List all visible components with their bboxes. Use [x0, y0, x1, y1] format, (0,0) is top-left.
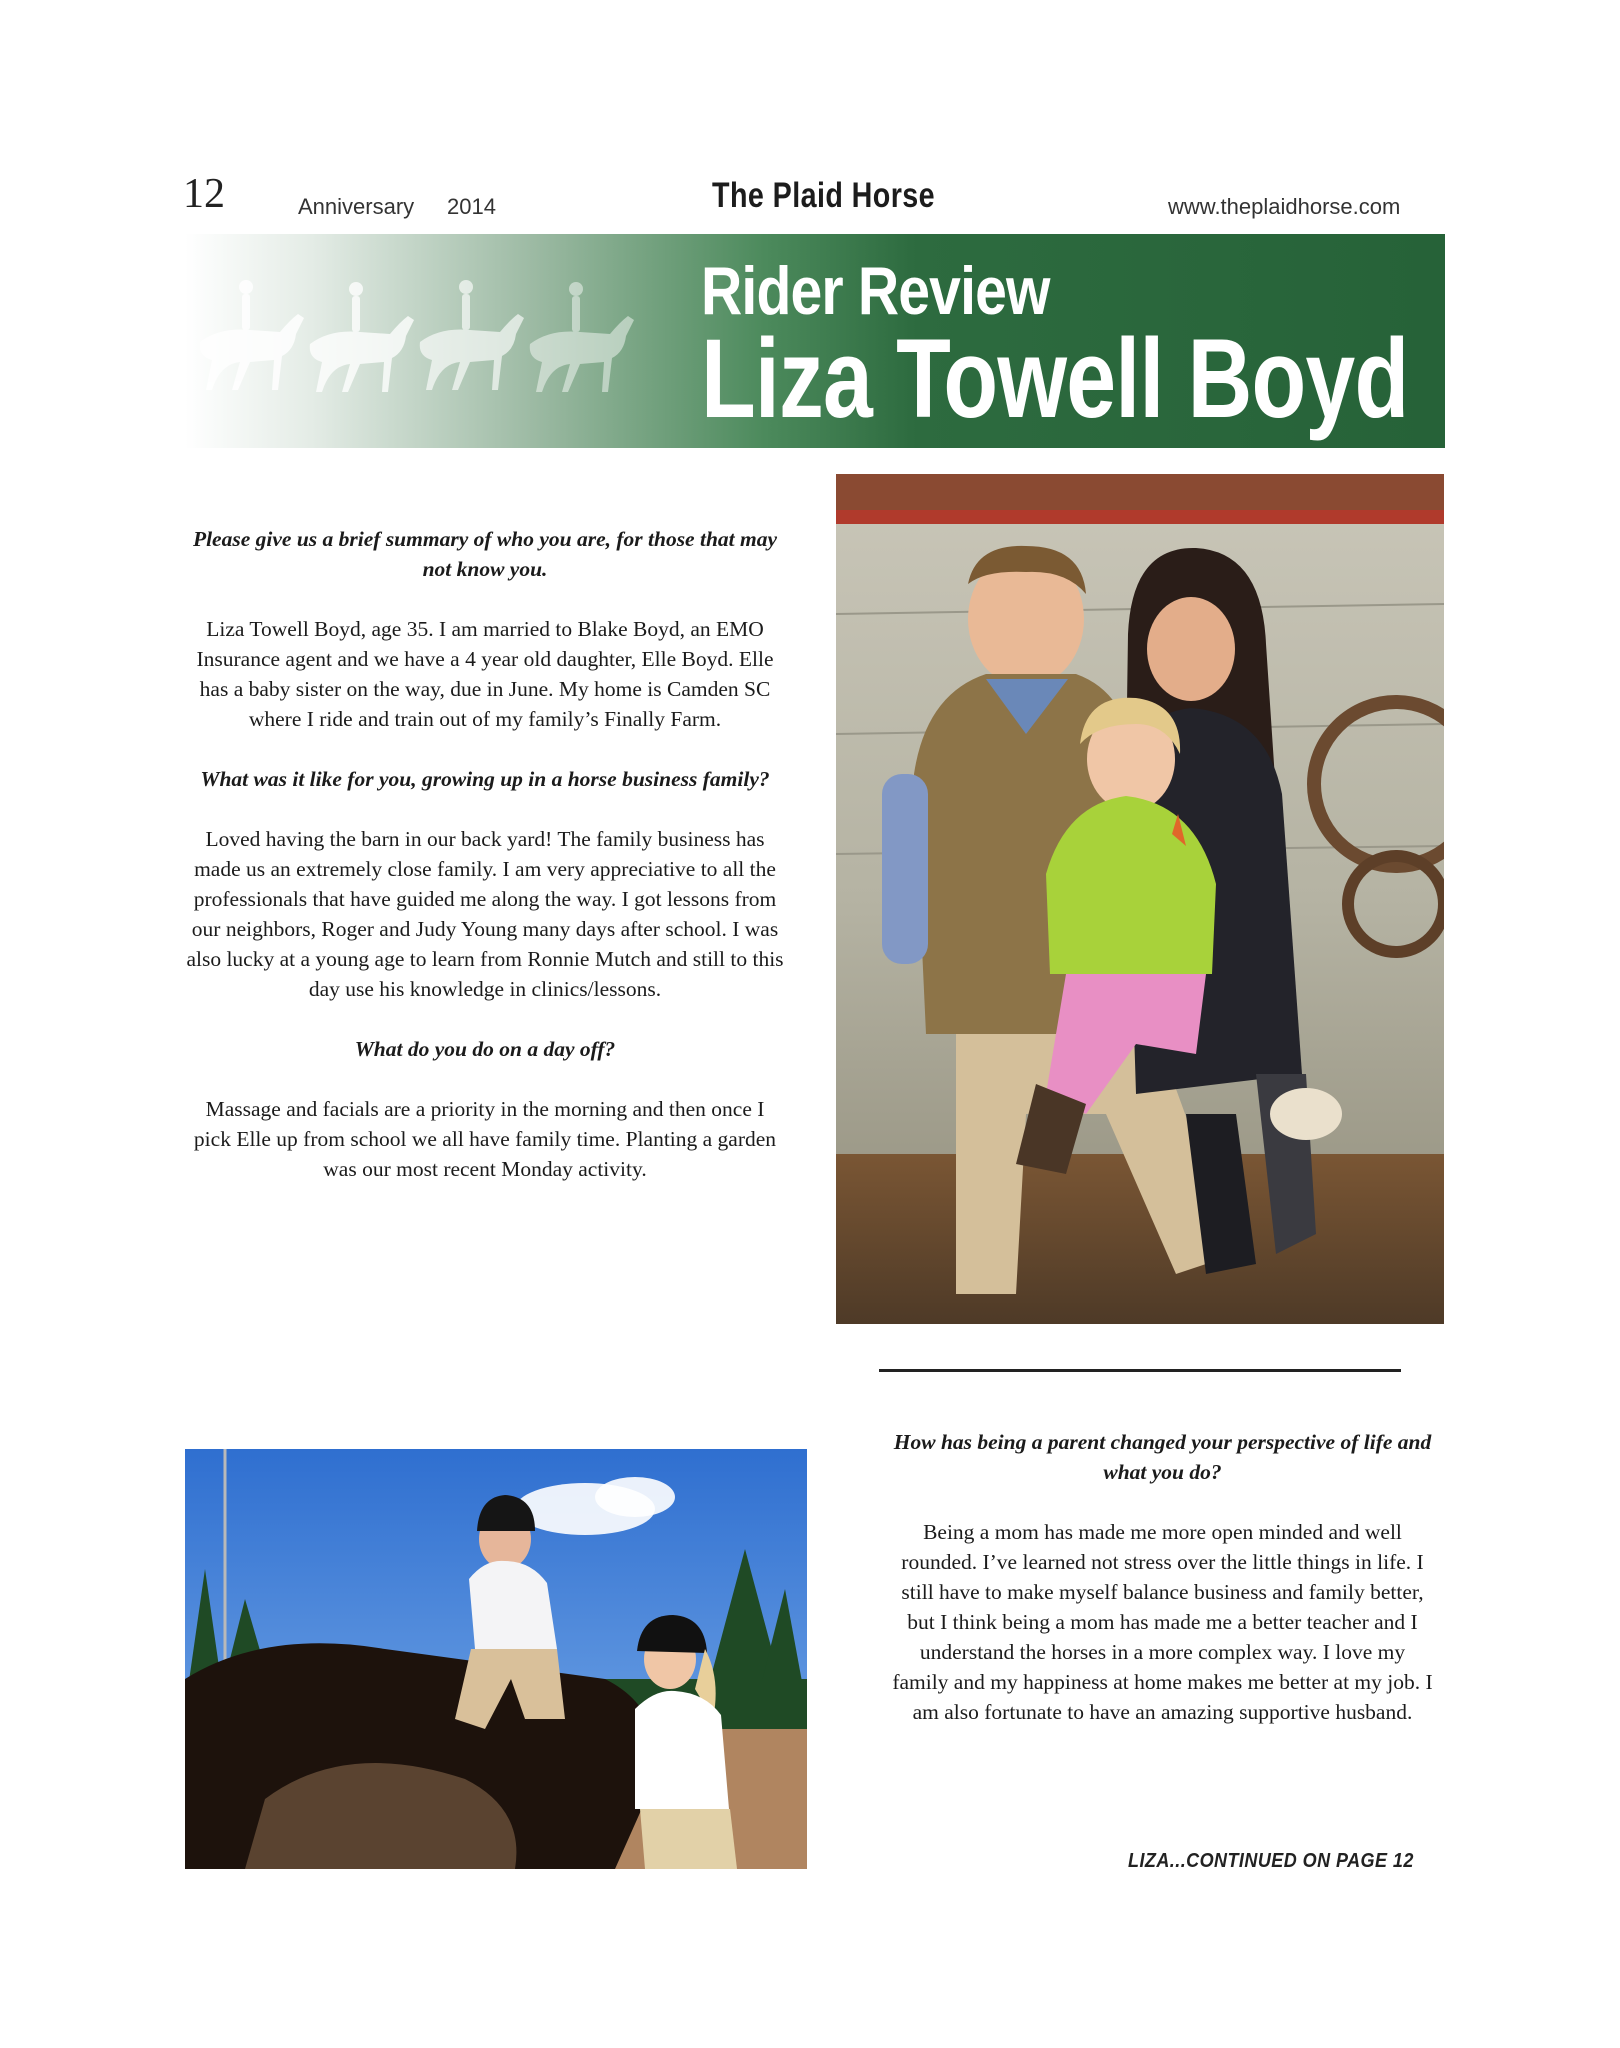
interview-question: Please give us a brief summary of who you are, for those that may not know you.: [192, 527, 778, 581]
interview-question: How has being a parent changed your perspective of life and what you do?: [893, 1430, 1432, 1484]
masthead-title: The Plaid Horse: [712, 176, 936, 215]
interview-answer: Liza Towell Boyd, age 35. I am married to Blake Boyd, an EMO Insurance agent and we have a 4 year old daughter, Elle Boyd. Elle has a baby sister on the way, due in June. My home is Camden SC where I ride and train out of my family’s Finally Farm.: [196, 617, 774, 731]
issue-year: 2014: [447, 194, 496, 219]
banner-kicker: Rider Review: [701, 253, 1050, 329]
rider-review-banner: [185, 234, 1445, 448]
website-url: www.theplaidhorse.com: [1168, 194, 1401, 219]
left-interview-column: [185, 524, 785, 1214]
interview-question: What was it like for you, growing up in a horse business family?: [200, 767, 770, 791]
banner-rider-name: Liza Towell Boyd: [701, 316, 1409, 441]
issue-label: Anniversary: [298, 194, 415, 219]
interview-answer: Loved having the barn in our back yard! The family business has made us an extremely close family. I am very appreciative to all the professionals that have guided me along the way. I got lessons from our neighbors, Roger and Judy Young many days after school. I was also lucky at a young age to learn from Ronnie Mutch and still to this day use his knowledge in clinics/lessons.: [186, 827, 784, 1001]
page-number: 12: [183, 171, 225, 217]
right-interview-column: [890, 1427, 1435, 1757]
interview-answer: Being a mom has made me more open minded and well rounded. I’ve learned not stress over the little things in life. I still have to make myself balance business and family better, but I think being a mom has made me a better teacher and I understand the horses in a more complex way. I love my family and my happiness at home makes me better at my job. I am also fortunate to have an amazing supportive husband.: [892, 1520, 1433, 1724]
interview-question: What do you do on a day off?: [354, 1037, 616, 1061]
continued-jump-line: LIZA...CONTINUED ON PAGE 12: [1128, 1850, 1414, 1872]
section-divider: [879, 1369, 1401, 1372]
interview-answer: Massage and facials are a priority in the morning and then once I pick Elle up from school we all have family time. Planting a garden was our most recent Monday activity.: [193, 1097, 777, 1181]
riding-photo: [185, 1449, 807, 1869]
family-photo: [836, 474, 1444, 1324]
horse-riders-silhouette-icon: [190, 272, 660, 412]
